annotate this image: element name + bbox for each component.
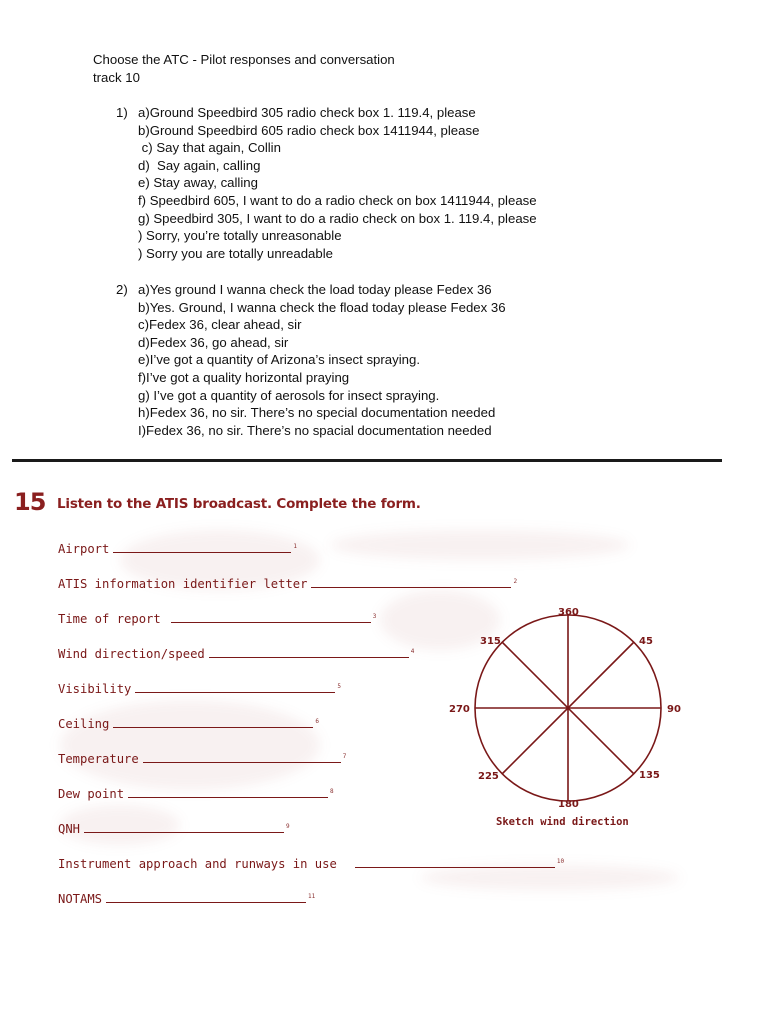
answer-blank[interactable] xyxy=(113,717,313,728)
answer-blank[interactable] xyxy=(355,857,555,868)
question-1-options xyxy=(138,104,537,262)
field-notams xyxy=(58,892,315,906)
exercise-title: Listen to the ATIS broadcast. Complete the form. xyxy=(56,496,421,512)
field-number: 8 xyxy=(330,787,334,795)
compass-label-135: 135 xyxy=(639,770,660,781)
wind-compass[interactable] xyxy=(440,600,700,840)
compass-label-225: 225 xyxy=(478,771,499,782)
question-number: 1) xyxy=(116,105,128,120)
compass-label-45: 45 xyxy=(639,636,653,647)
field-number: 6 xyxy=(315,717,319,725)
field-number: 11 xyxy=(308,892,316,900)
field-label: Dew point xyxy=(58,787,125,801)
answer-blank[interactable] xyxy=(84,822,284,833)
field-label: Ceiling xyxy=(58,717,110,731)
field-dew-point xyxy=(58,787,334,801)
field-number: 10 xyxy=(556,857,565,865)
field-temperature xyxy=(58,752,346,766)
field-number: 7 xyxy=(342,752,347,760)
field-label: QNH xyxy=(58,822,81,836)
field-label: Temperature xyxy=(58,752,139,766)
option-line: I)Fedex 36, no sir. There’s no spacial documentation needed xyxy=(138,422,492,438)
option-line: g) Speedbird 305, I want to do a radio check on box 1. 119.4, please xyxy=(138,210,537,226)
compass-label-360: 360 xyxy=(558,607,579,618)
exercise-heading xyxy=(14,488,421,516)
field-label: Visibility xyxy=(58,682,132,696)
option-line: e) Stay away, calling xyxy=(138,175,258,191)
exercise-number: 15 xyxy=(14,488,46,516)
answer-blank[interactable] xyxy=(171,612,371,623)
option-line: ) Sorry you are totally unreadable xyxy=(138,245,333,261)
answer-blank[interactable] xyxy=(106,892,306,903)
field-time-of-report xyxy=(58,612,376,626)
option-line: b)Ground Speedbird 605 radio check box 1411944, please xyxy=(138,122,480,138)
field-label: Instrument approach and runways in use xyxy=(58,857,337,871)
question-number: 2) xyxy=(116,282,128,297)
field-number: 2 xyxy=(513,577,518,585)
compass-label-315: 315 xyxy=(480,636,501,647)
answer-blank[interactable] xyxy=(113,542,291,553)
field-wind xyxy=(58,647,414,661)
compass-label-180: 180 xyxy=(558,799,579,810)
option-line: a)Ground Speedbird 305 radio check box 1. 119.4, please xyxy=(138,105,476,120)
answer-blank[interactable] xyxy=(128,787,328,798)
option-line: c)Fedex 36, clear ahead, sir xyxy=(138,317,302,333)
option-line: g) I’ve got a quantity of aerosols for insect spraying. xyxy=(138,387,440,403)
option-line: h)Fedex 36, no sir. There’s no special documentation needed xyxy=(138,405,496,421)
answer-blank[interactable] xyxy=(209,647,409,658)
question-2-options xyxy=(138,281,506,439)
option-line: a)Yes ground I wanna check the load today please Fedex 36 xyxy=(138,282,492,297)
field-number: 3 xyxy=(372,612,377,620)
answer-blank[interactable] xyxy=(311,577,511,588)
field-visibility xyxy=(58,682,341,696)
option-line: f)I’ve got a quality horizontal praying xyxy=(138,369,350,385)
option-line: f) Speedbird 605, I want to do a radio check on box 1411944, please xyxy=(138,192,537,208)
option-line: d) Say again, calling xyxy=(138,157,261,173)
answer-blank[interactable] xyxy=(135,682,335,693)
field-label: ATIS information identifier letter xyxy=(58,577,308,591)
field-number: 1 xyxy=(293,542,297,550)
field-label: NOTAMS xyxy=(58,892,103,906)
field-number: 5 xyxy=(337,682,341,690)
field-airport xyxy=(58,542,297,556)
option-line: ) Sorry, you’re totally unreasonable xyxy=(138,228,342,244)
field-instrument-approach xyxy=(58,857,564,871)
compass-caption: Sketch wind direction xyxy=(496,816,629,828)
field-ceiling xyxy=(58,717,319,731)
field-number: 9 xyxy=(286,822,290,830)
field-number: 4 xyxy=(410,647,415,655)
compass-label-270: 270 xyxy=(449,704,470,715)
answer-blank[interactable] xyxy=(143,752,341,763)
header-title: Choose the ATC - Pilot responses and conversation xyxy=(93,52,395,67)
field-label: Wind direction/speed xyxy=(58,647,205,661)
field-label: Time of report xyxy=(58,612,161,626)
option-line: b)Yes. Ground, I wanna check the fload today please Fedex 36 xyxy=(138,299,506,315)
header-track: track 10 xyxy=(93,69,140,85)
option-line: e)I’ve got a quantity of Arizona’s insect spraying. xyxy=(138,352,420,368)
worksheet-header xyxy=(93,51,395,86)
field-label: Airport xyxy=(58,542,110,556)
option-line: c) Say that again, Collin xyxy=(138,140,281,156)
compass-label-90: 90 xyxy=(667,704,681,715)
field-atis-identifier xyxy=(58,577,517,591)
option-line: d)Fedex 36, go ahead, sir xyxy=(138,334,289,350)
section-divider xyxy=(12,459,722,462)
field-qnh xyxy=(58,822,290,836)
